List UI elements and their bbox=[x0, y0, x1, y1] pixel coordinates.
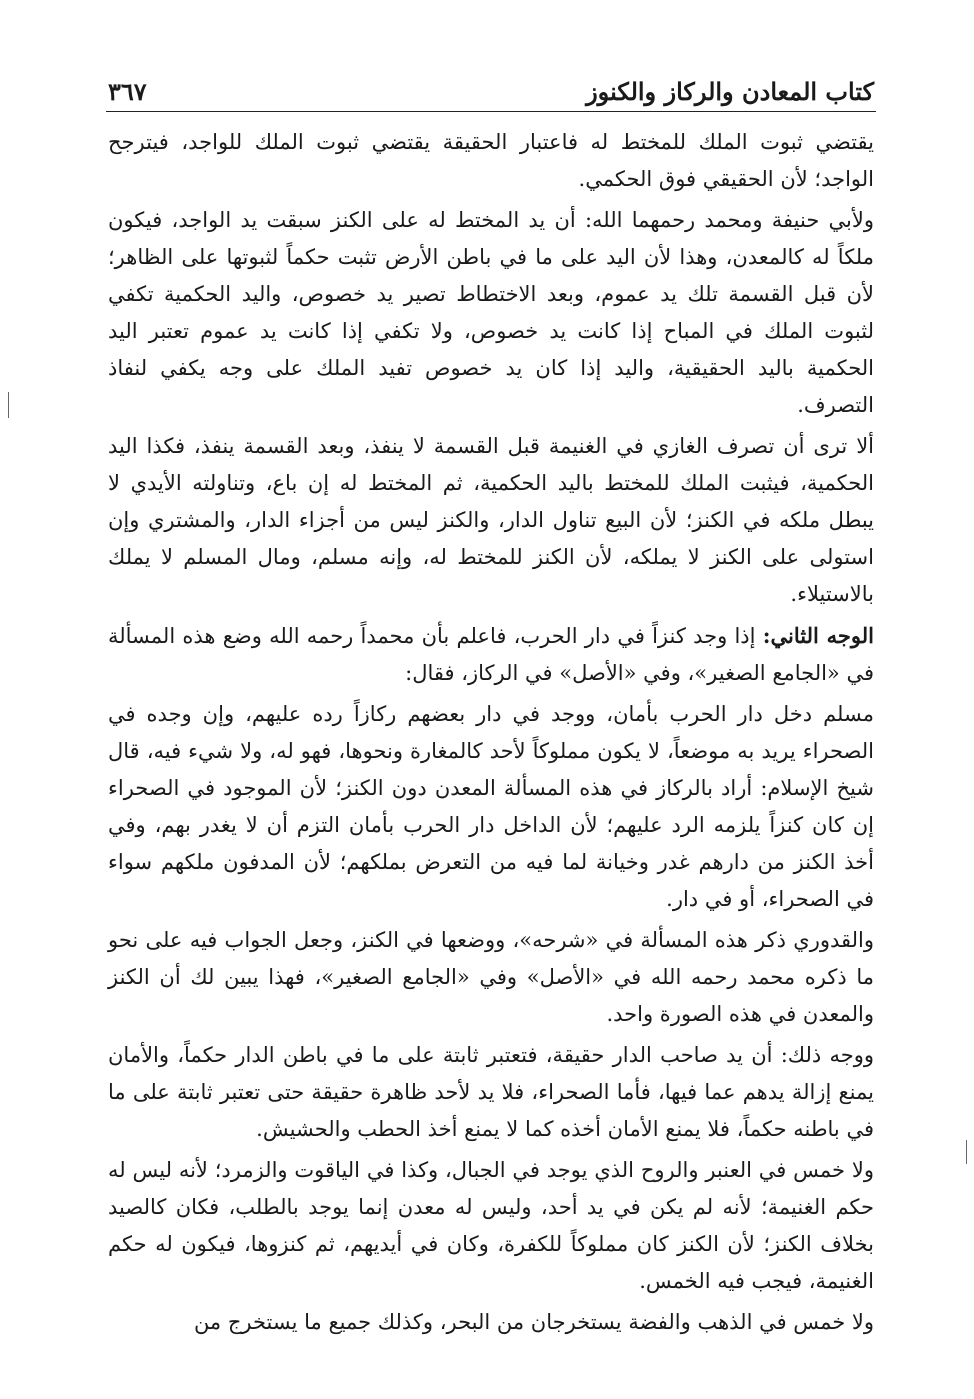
running-header bbox=[108, 62, 874, 106]
paragraph-7 bbox=[108, 1037, 874, 1148]
scan-margin-mark bbox=[966, 1140, 967, 1164]
chapter-title: كتاب المعادن والركاز والكنوز bbox=[586, 77, 874, 106]
header-divider bbox=[106, 111, 876, 112]
main-text bbox=[108, 124, 874, 1345]
paragraph-text: ألا ترى أن تصرف الغازي في الغنيمة قبل القسمة لا ينفذ، وبعد القسمة ينفذ، فكذا اليد الحكمية، فيثبت الملك للمختط باليد الحكمية، ثم المختط له إن باع، وتناولته الأيدي لا يبطل ملكه في الكنز؛ لأن البيع تناول الدار، والكنز ليس من أجزاء الدار، والمشتري وإن استولى على الكنز لا يملكه، لأن الكنز للمختط له، وإنه مسلم، ومال المسلم لا يملك بالاستيلاء. bbox=[108, 434, 874, 606]
paragraph-text: ولا خمس في الذهب والفضة يستخرجان من البحر، وكذلك جميع ما يستخرج من bbox=[193, 1310, 874, 1334]
paragraph-8 bbox=[108, 1152, 874, 1300]
paragraph-5 bbox=[108, 696, 874, 918]
scan-margin-mark bbox=[8, 392, 9, 418]
paragraph-text: ولا خمس في العنبر والروح الذي يوجد في الجبال، وكذا في الياقوت والزمرد؛ لأنه ليس له حكم الغنيمة؛ لأنه لم يكن في يد أحد، وليس له معدن إنما يوجد بالطلب، فكان كالصيد بخلاف الكنز؛ لأن الكنز كان مملوكاً للكفرة، وكان في أيديهم، ثم كنزوها، فيكون له حكم الغنيمة، فيجب فيه الخمس. bbox=[108, 1158, 874, 1293]
paragraph-text: والقدوري ذكر هذه المسألة في «شرحه»، ووضعها في الكنز، وجعل الجواب فيه على نحو ما ذكره محمد رحمه الله في «الأصل» وفي «الجامع الصغير»، فهذا يبين لك أن الكنز والمعدن في هذه الصورة واحد. bbox=[108, 928, 874, 1026]
paragraph-text: يقتضي ثبوت الملك للمختط له فاعتبار الحقيقة يقتضي ثبوت الملك للواجد، فيترجح الواجد؛ لأن الحقيقي فوق الحكمي. bbox=[108, 130, 874, 191]
paragraph-1 bbox=[108, 124, 874, 198]
paragraph-text: مسلم دخل دار الحرب بأمان، ووجد في دار بعضهم ركازاً رده عليهم، وإن وجده في الصحراء يريد به موضعاً، لا يكون مملوكاً لأحد كالمغارة ونحوها، فهو له، ولا شيء فيه، قال شيخ الإسلام: أراد بالركاز في هذه المسألة المعدن دون الكنز؛ لأن الموجود في الصحراء إن كان كنزاً يلزمه الرد عليهم؛ لأن الداخل دار الحرب بأمان التزم أن لا يغدر بهم، وفي أخذ الكنز من دارهم غدر وخيانة لما فيه من التعرض بملكهم؛ لأن المدفون ملكهم سواء في الصحراء، أو في دار. bbox=[108, 702, 874, 911]
paragraph-text: ووجه ذلك: أن يد صاحب الدار حقيقة، فتعتبر ثابتة على ما في باطن الدار حكماً، والأمان يمنع إزالة يدهم عما فيها، فأما الصحراء، فلا يد لأحد ظاهرة حقيقة حتى تعتبر ثابتة على ما في باطنه حكماً، فلا يمنع الأمان أخذه كما لا يمنع أخذ الحطب والحشيش. bbox=[108, 1043, 874, 1141]
paragraph-text: إذا وجد كنزاً في دار الحرب، فاعلم بأن محمداً رحمه الله وضع هذه المسألة في «الجامع الصغير»، وفي «الأصل» في الركاز، فقال: bbox=[108, 624, 874, 685]
section-lead: الوجه الثاني: bbox=[762, 623, 874, 648]
paragraph-2 bbox=[108, 202, 874, 424]
paragraph-4 bbox=[108, 617, 874, 692]
paragraph-9 bbox=[108, 1304, 874, 1341]
page-number: ٣٦٧ bbox=[108, 77, 147, 106]
paragraph-text: ولأبي حنيفة ومحمد رحمهما الله: أن يد المختط له على الكنز سبقت يد الواجد، فيكون ملكاً له كالمعدن، وهذا لأن اليد على ما في باطن الأرض تثبت حكماً لثبوتها على الظاهر؛ لأن قبل القسمة تلك يد عموم، وبعد الاختطاط تصير يد خصوص، واليد الحكمية تكفي لثبوت الملك في المباح إذا كانت يد خصوص، ولا تكفي إذا كانت يد عموم تعتبر اليد الحكمية باليد الحقيقية، واليد إذا كان يد خصوص تفيد الملك على وجه يكفي لنفاذ التصرف. bbox=[108, 208, 874, 417]
paragraph-6 bbox=[108, 922, 874, 1033]
paragraph-3 bbox=[108, 428, 874, 613]
